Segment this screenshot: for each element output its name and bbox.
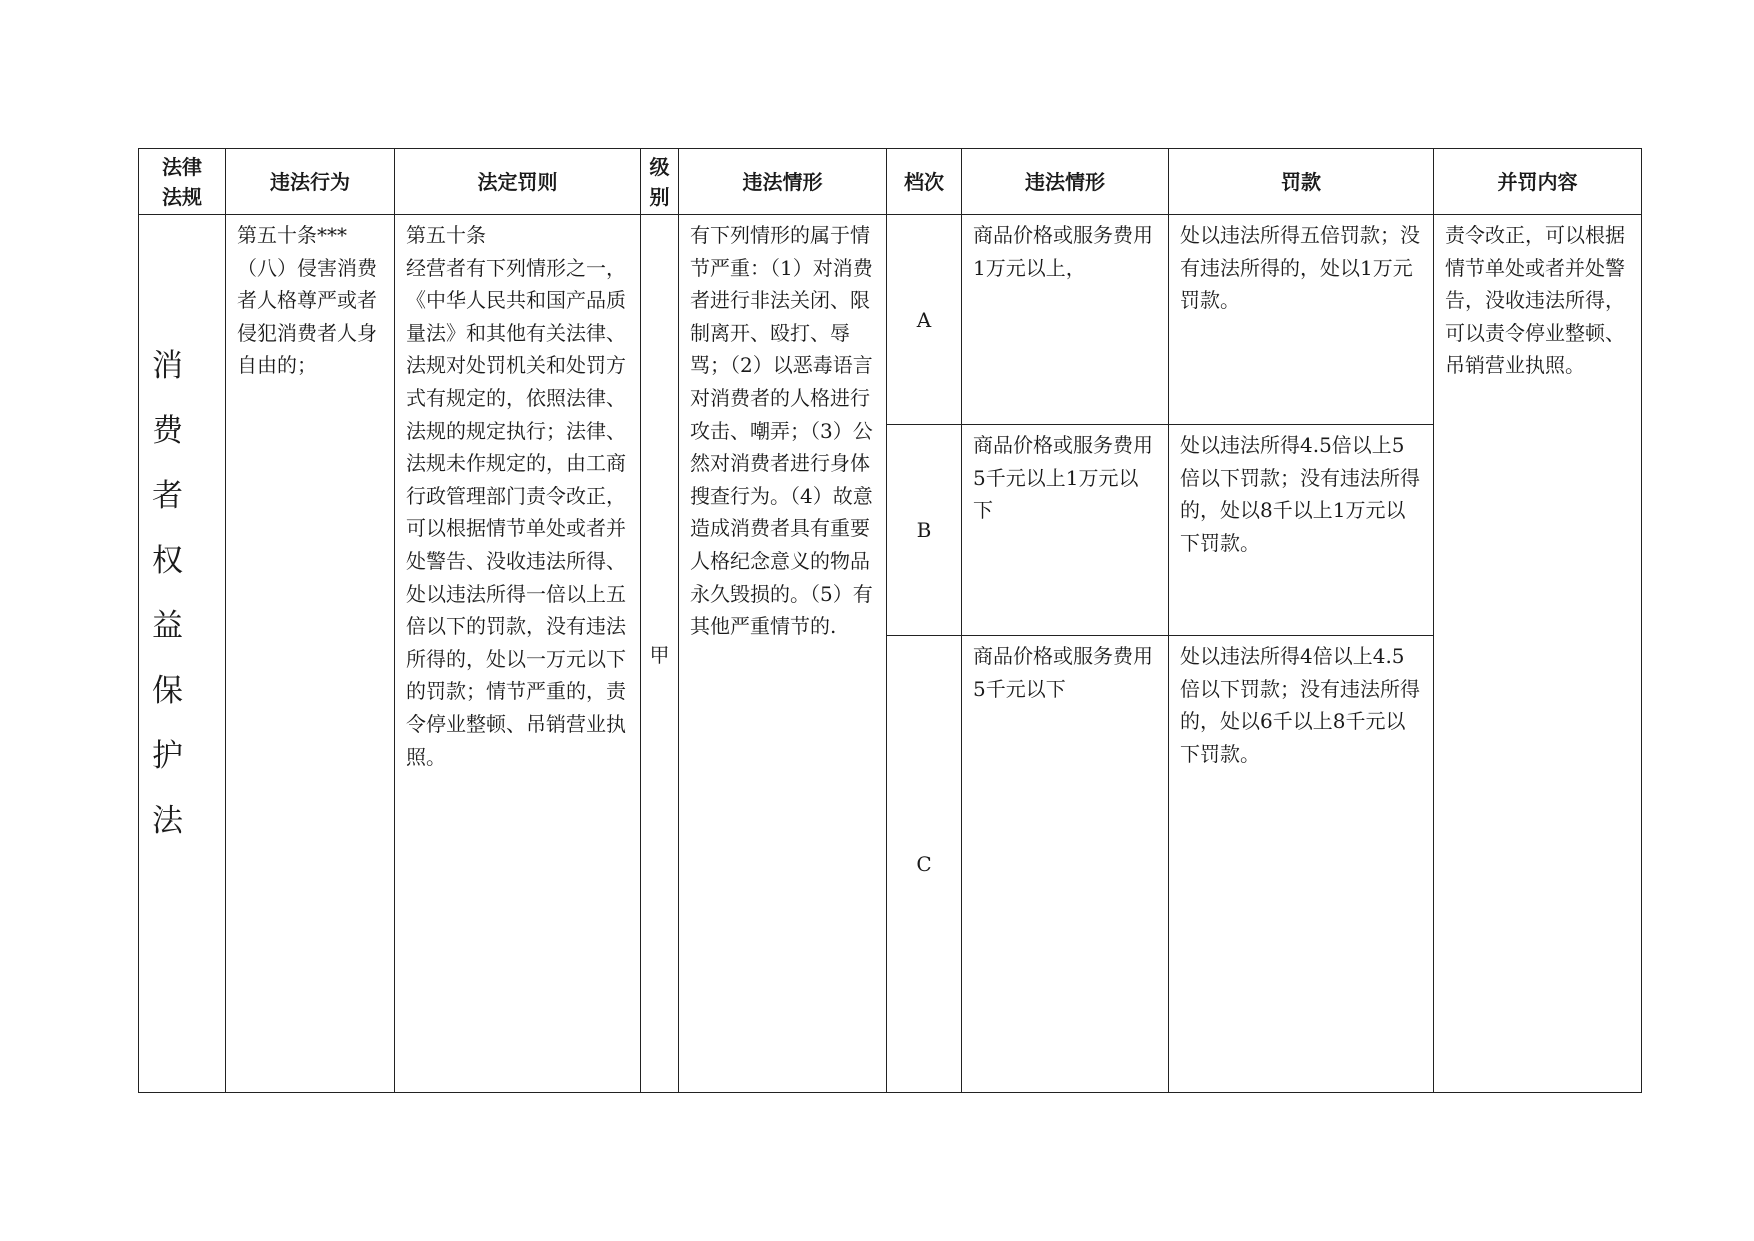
header-level: 级 别 — [641, 149, 679, 215]
penalty-standard-table — [138, 148, 1642, 1093]
header-row — [139, 149, 1642, 215]
tier-c-fine-cell — [1169, 636, 1434, 1093]
tier-c-circumstance: 商品价格或服务费用5千元以下 — [973, 644, 1153, 701]
tier-grade-c-text: C — [916, 852, 932, 876]
tier-a-circumstance: 商品价格或服务费用1万元以上， — [973, 223, 1153, 280]
law-name-cell — [139, 215, 226, 1093]
penalty-rule-cell — [395, 215, 641, 1093]
tier-c-circumstance-cell — [962, 636, 1169, 1093]
circumstance-text: 有下列情形的属于情节严重：（1）对消费者进行非法关闭、限制离开、殴打、辱骂；（2）以恶毒语言对消费者的人格进行攻击、嘲弄；（3）公然对消费者进行身体搜查行为。（4）故意造成消费者具有重要人格纪念意义的物品永久毁损的。（5）有其他严重情节的. — [690, 223, 873, 639]
tier-b-circumstance: 商品价格或服务费用5千元以上1万元以下 — [973, 433, 1153, 523]
header-penalty-rule: 法定罚则 — [395, 149, 641, 215]
combined-text: 责令改正，可以根据情节单处或者并处警告，没收违法所得，可以责令停业整顿、吊销营业执照。 — [1445, 223, 1625, 378]
tier-a-circumstance-cell — [962, 215, 1169, 425]
level-text: 甲 — [649, 643, 670, 667]
level-cell — [641, 215, 679, 1093]
header-tier: 档次 — [887, 149, 962, 215]
tier-grade-b-text: B — [916, 518, 932, 542]
header-law: 法律 法规 — [139, 149, 226, 215]
tier-a-fine: 处以违法所得五倍罚款；没有违法所得的，处以1万元罚款。 — [1180, 223, 1420, 313]
tier-b-circumstance-cell — [962, 425, 1169, 636]
tier-c-fine: 处以违法所得4倍以上4.5倍以下罚款；没有违法所得的，处以6千以上8千元以下罚款。 — [1180, 644, 1420, 766]
header-circumstance: 违法情形 — [679, 149, 887, 215]
combined-cell — [1434, 215, 1642, 1093]
tier-grade-b — [887, 425, 962, 636]
tier-grade-a — [887, 215, 962, 425]
act-cell — [226, 215, 395, 1093]
penalty-rule-text: 第五十条 经营者有下列情形之一，《中华人民共和国产品质量法》和其他有关法律、法规对处罚机关和处罚方式有规定的，依照法律、法规的规定执行；法律、法规未作规定的，由工商行政管理部门责令改正，可以根据情节单处或者并处警告、没收违法所得、处以违法所得一倍以上五倍以下的罚款，没有违法所得的，处以一万元以下的罚款；情节严重的，责令停业整顿、吊销营业执照。 — [406, 223, 626, 769]
act-text: 第五十条***（八）侵害消费者人格尊严或者侵犯消费者人身自由的； — [237, 223, 377, 378]
tier-a-fine-cell — [1169, 215, 1434, 425]
header-tier-circumstance: 违法情形 — [962, 149, 1169, 215]
tier-grade-c — [887, 636, 962, 1093]
table-row-tier-a — [139, 215, 1642, 425]
header-fine: 罚款 — [1169, 149, 1434, 215]
header-act: 违法行为 — [226, 149, 395, 215]
law-name: 消费者权益保护法 — [152, 347, 189, 839]
circumstance-cell — [679, 215, 887, 1093]
tier-grade-a-text: A — [916, 307, 932, 332]
tier-b-fine: 处以违法所得4.5倍以上5倍以下罚款；没有违法所得的，处以8千以上1万元以下罚款。 — [1180, 433, 1420, 555]
header-combined: 并罚内容 — [1434, 149, 1642, 215]
tier-b-fine-cell — [1169, 425, 1434, 636]
